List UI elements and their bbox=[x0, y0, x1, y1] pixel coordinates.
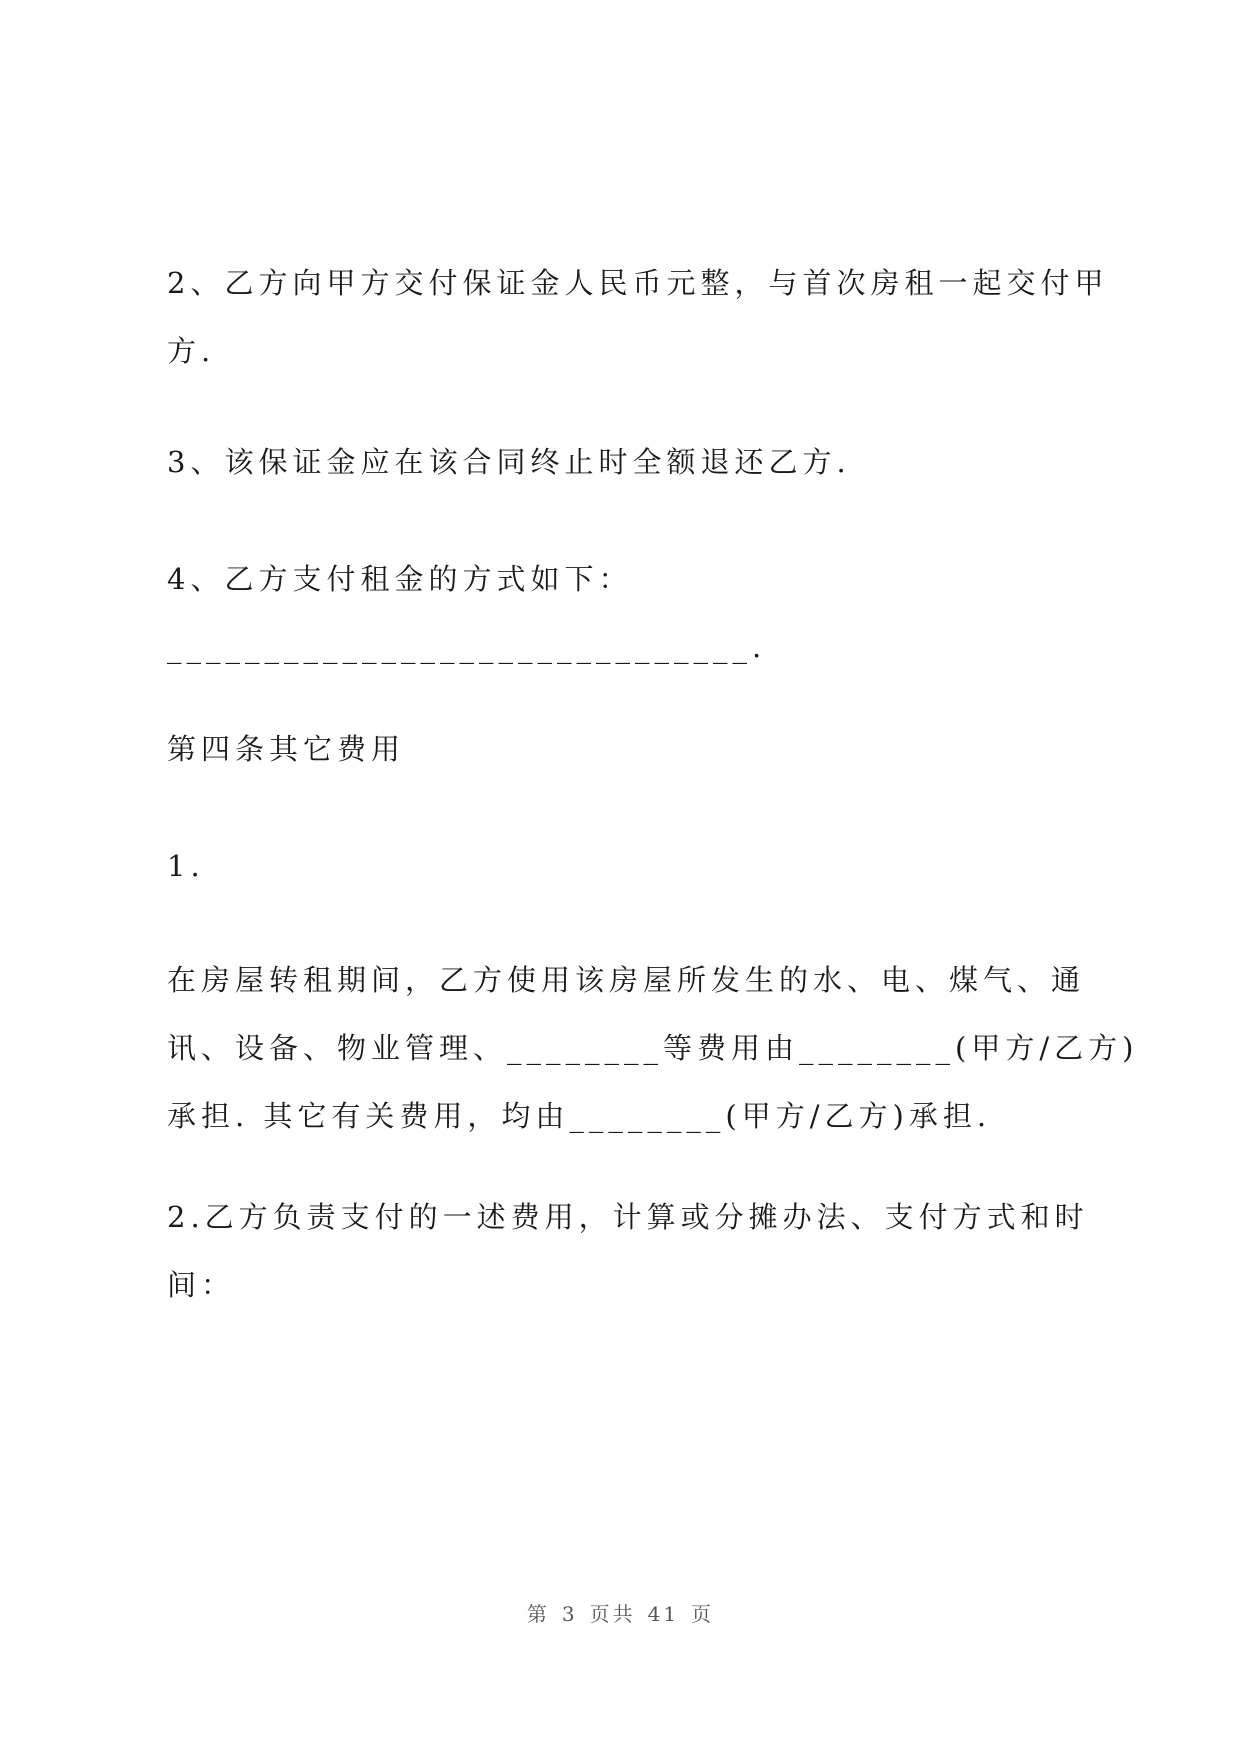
blank-fill-line: ______________________________. bbox=[167, 630, 767, 664]
text-line: 讯、设备、物业管理、________等费用由________(甲方/乙方) bbox=[167, 1031, 1139, 1065]
paragraph-fee-calculation bbox=[167, 1183, 1097, 1319]
page-footer bbox=[0, 1598, 1241, 1627]
paragraph-deposit-payment bbox=[167, 249, 1109, 385]
clause-number-1 bbox=[167, 832, 1097, 900]
page-label-middle: 页共 bbox=[589, 1602, 636, 1626]
clause-number-text: 1. bbox=[167, 849, 205, 883]
section-heading-text: 第四条其它费用 bbox=[167, 732, 406, 766]
text-line: 方. bbox=[167, 334, 216, 368]
text-line: 3、该保证金应在该合同终止时全额退还乙方. bbox=[167, 445, 851, 479]
total-pages-number: 41 bbox=[647, 1602, 680, 1626]
page-label-prefix: 第 bbox=[526, 1602, 550, 1626]
text-line: 在房屋转租期间，乙方使用该房屋所发生的水、电、煤气、通 bbox=[167, 963, 1086, 997]
paragraph-rent-payment-method bbox=[167, 545, 1097, 681]
text-line: 承担. 其它有关费用，均由________(甲方/乙方)承担. bbox=[167, 1099, 992, 1133]
text-line: 2.乙方负责支付的一述费用，计算或分摊办法、支付方式和时 bbox=[167, 1200, 1089, 1234]
paragraph-deposit-refund bbox=[167, 428, 1097, 496]
text-line: 2、乙方向甲方交付保证金人民币元整，与首次房租一起交付甲 bbox=[167, 266, 1109, 300]
paragraph-utility-fees bbox=[167, 946, 1139, 1150]
current-page-number: 3 bbox=[561, 1602, 578, 1626]
text-line: 4、乙方支付租金的方式如下： bbox=[167, 562, 633, 596]
page-label-suffix: 页 bbox=[691, 1602, 715, 1626]
section-heading-other-fees bbox=[167, 715, 1097, 783]
text-line: 间： bbox=[167, 1268, 236, 1302]
